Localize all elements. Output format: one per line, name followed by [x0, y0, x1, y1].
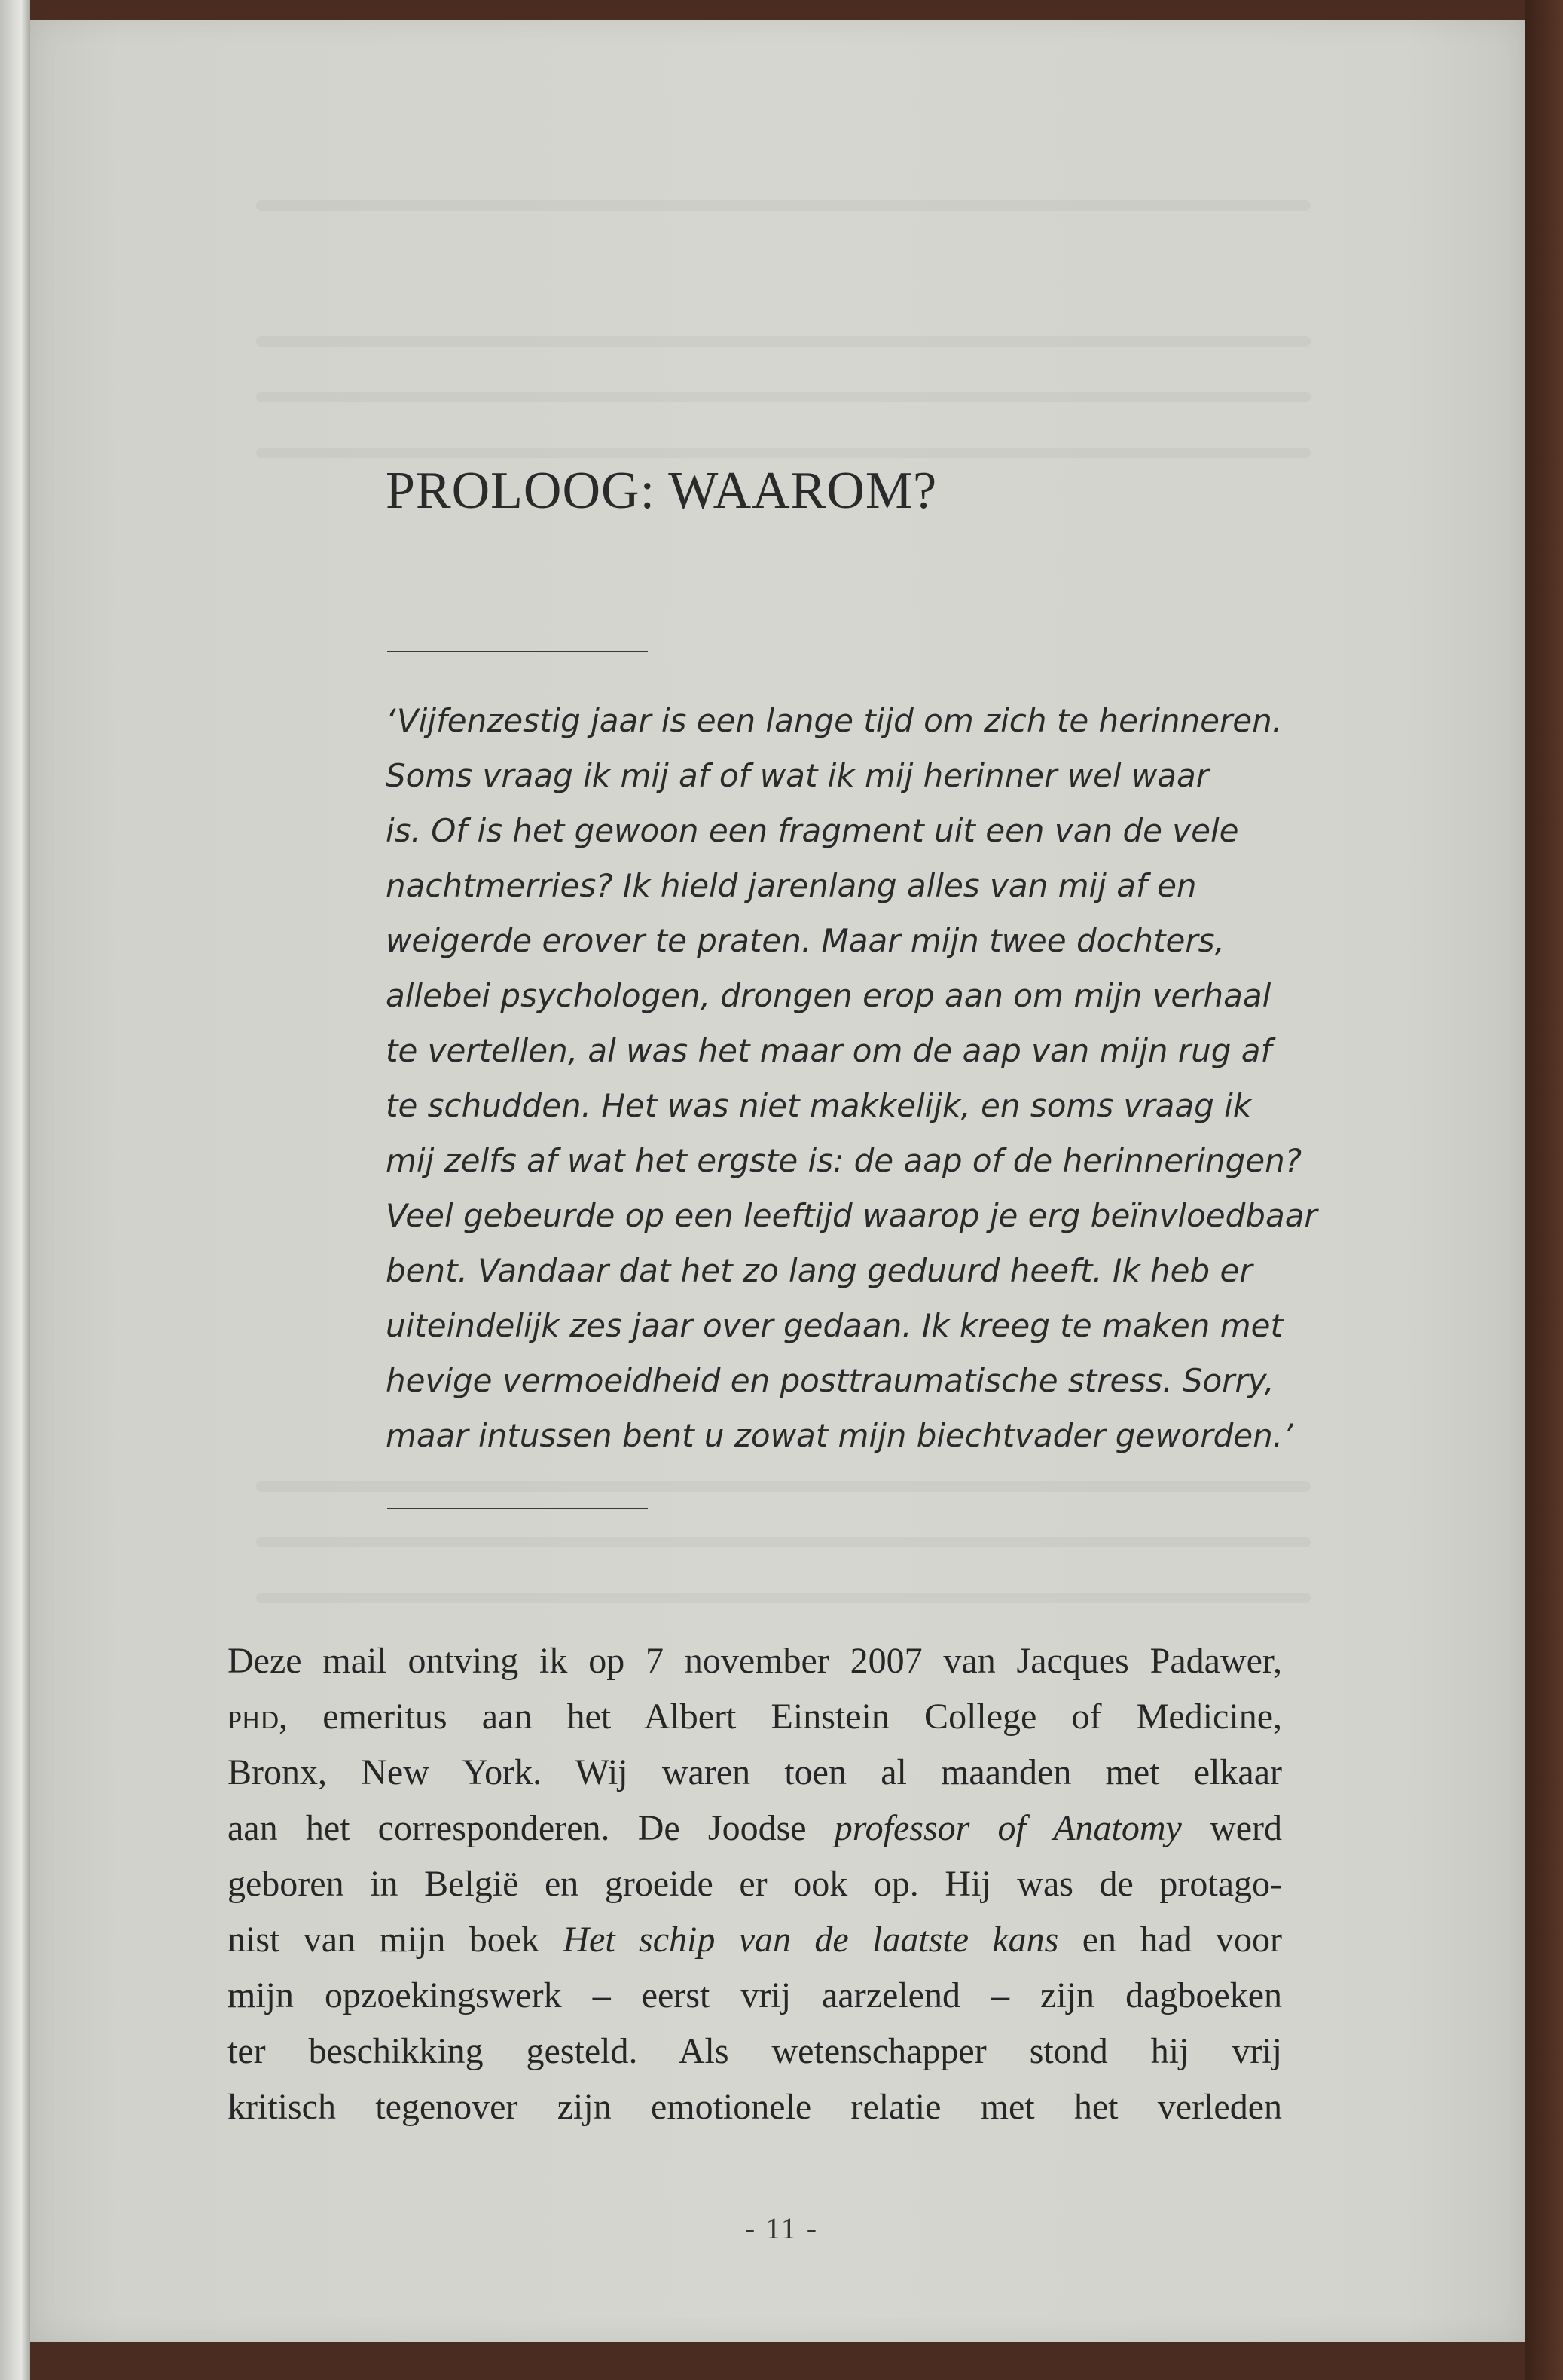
- quote-line: te schudden. Het was niet makkelijk, en soms vraag ik: [386, 1087, 1252, 1124]
- book-cover-edge: [1525, 0, 1563, 2380]
- quote-line: is. Of is het gewoon een fragment uit een van de vele: [386, 812, 1239, 849]
- quote-line: bent. Vandaar dat het zo lang geduurd heeft. Ik heb er: [386, 1252, 1253, 1289]
- bleed-through-line: [256, 336, 1311, 347]
- body-line-text: werd: [1181, 1808, 1282, 1848]
- bleed-through-line: [256, 1593, 1311, 1603]
- body-line: mijn opzoekingswerk – eerst vrij aarzelend – zijn dagboeken: [227, 1975, 1282, 2015]
- quote-line: uiteindelijk zes jaar over gedaan. Ik kreeg te maken met: [386, 1307, 1283, 1344]
- body-line: geboren in België en groeide er ook op. Hij was de protago-: [227, 1864, 1282, 1904]
- body-paragraph: [227, 1633, 1282, 2135]
- quote-line: nachtmerries? Ik hield jarenlang alles van mij af en: [386, 867, 1197, 904]
- bleed-through-line: [256, 448, 1311, 458]
- body-line: Bronx, New York. Wij waren toen al maanden met elkaar: [227, 1752, 1282, 1792]
- body-line: ter beschikking gesteld. Als wetenschapper stond hij vrij: [227, 2031, 1282, 2071]
- quote-line: Veel gebeurde op een leeftijd waarop je erg beïnvloedbaar: [386, 1197, 1317, 1234]
- page-number: - 11 -: [744, 2211, 819, 2245]
- bleed-through-line: [256, 1481, 1311, 1492]
- divider-bottom: [387, 1508, 648, 1509]
- body-line-text: aan het corresponderen. De Joodse: [227, 1808, 835, 1848]
- chapter-title: PROLOOG: WAAROM?: [386, 462, 938, 520]
- quote-line: weigerde erover te praten. Maar mijn twee dochters,: [386, 922, 1225, 959]
- quote-line: allebei psychologen, drongen erop aan om mijn verhaal: [386, 977, 1271, 1014]
- divider-top: [387, 651, 648, 652]
- body-line: [227, 1801, 1282, 1856]
- quote-line: te vertellen, al was het maar om de aap van mijn rug af: [386, 1032, 1272, 1069]
- quote-line: maar intussen bent u zowat mijn biechtvader geworden.’: [386, 1417, 1293, 1454]
- quote-line: mij zelfs af wat het ergste is: de aap of de herinneringen?: [386, 1142, 1302, 1179]
- epigraph-quote: [386, 693, 1317, 1463]
- phd-abbreviation: phd: [227, 1697, 279, 1737]
- bleed-through-line: [256, 392, 1311, 402]
- body-line: Deze mail ontving ik op 7 november 2007 van Jacques Padawer,: [227, 1641, 1282, 1681]
- body-line-text: , emeritus aan het Albert Einstein College of Medicine,: [279, 1697, 1282, 1737]
- body-line: [227, 1912, 1282, 1968]
- body-line: kritisch tegenover zijn emotionele relatie met het verleden: [227, 2087, 1282, 2127]
- body-line-text: en had voor: [1058, 1920, 1282, 1960]
- bleed-through-line: [256, 200, 1311, 211]
- page-left-edge: [0, 0, 30, 2380]
- body-line: [227, 1689, 1282, 1745]
- quote-line: ‘Vijfenzestig jaar is een lange tijd om zich te herinneren.: [386, 702, 1283, 739]
- quote-line: hevige vermoeidheid en posttraumatische stress. Sorry,: [386, 1362, 1275, 1399]
- book-title-italic: Het schip van de laatste kans: [563, 1920, 1059, 1960]
- quote-line: Soms vraag ik mij af of wat ik mij herinner wel waar: [386, 757, 1210, 794]
- bleed-through-line: [256, 1537, 1311, 1547]
- italic-phrase: professor of Anatomy: [834, 1808, 1182, 1848]
- body-line-text: nist van mijn boek: [227, 1920, 563, 1960]
